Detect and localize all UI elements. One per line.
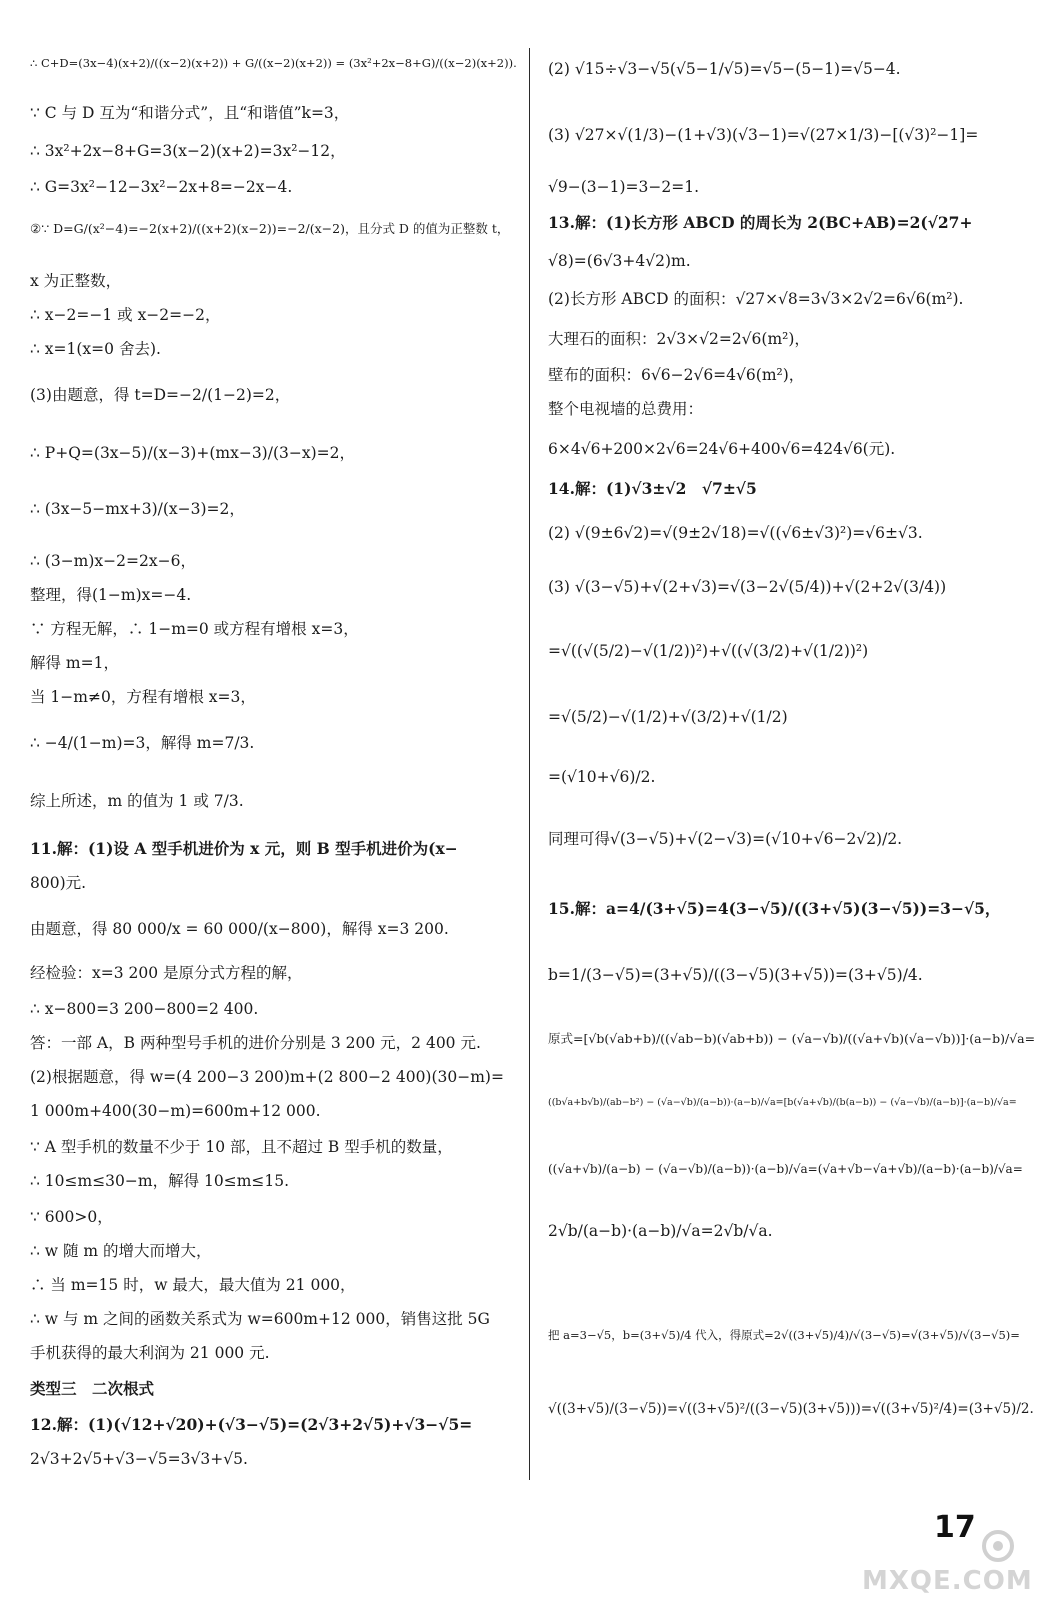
text-line: 13.解：(1)长方形 ABCD 的周长为 2(BC+AB)=2(√27+ bbox=[548, 213, 973, 232]
text-line: ∴ x=1(x=0 舍去). bbox=[30, 340, 161, 358]
text-line: ∴ x−2=−1 或 x−2=−2， bbox=[30, 306, 221, 324]
watermark-logo-icon bbox=[848, 1522, 1038, 1570]
text-line: (3)由题意，得 t=D=−2/(1−2)=2， bbox=[30, 386, 291, 404]
text-line: (2)长方形 ABCD 的面积：√27×√8=3√3×2√2=6√6(m²). bbox=[548, 290, 964, 308]
text-line: 大理石的面积：2√3×√2=2√6(m²)， bbox=[548, 330, 810, 348]
page-number: 17 bbox=[934, 1510, 976, 1545]
text-line: 15.解：a=4/(3+√5)=4(3−√5)/((3+√5)(3−√5))=3−√5， bbox=[548, 899, 1001, 918]
text-line: (2)根据题意，得 w=(4 200−3 200)m+(2 800−2 400)(30−m)= bbox=[30, 1068, 504, 1086]
text-line: 整理，得(1−m)x=−4. bbox=[30, 586, 192, 604]
text-line: ∵ C 与 D 互为“和谐分式”，且“和谐值”k=3， bbox=[30, 104, 350, 122]
text-line: ∴ w 随 m 的增大而增大， bbox=[30, 1242, 212, 1260]
text-line: √8)=(6√3+4√2)m. bbox=[548, 252, 691, 270]
text-line: 由题意，得 80 000/x = 60 000/(x−800)，解得 x=3 200. bbox=[30, 920, 449, 938]
text-line: 经检验：x=3 200 是原分式方程的解， bbox=[30, 964, 303, 982]
text-line: ∴ (3−m)x−2=2x−6， bbox=[30, 552, 196, 570]
text-line: ∴ G=3x²−12−3x²−2x+8=−2x−4. bbox=[30, 178, 293, 196]
text-line: (2) √15÷√3−√5(√5−1/√5)=√5−(5−1)=√5−4. bbox=[548, 60, 901, 78]
text-line: 12.解：(1)(√12+√20)+(√3−√5)=(2√3+2√5)+√3−√5= bbox=[30, 1415, 473, 1434]
text-line: 综上所述，m 的值为 1 或 7/3. bbox=[30, 792, 244, 810]
text-line: ∴ −4/(1−m)=3，解得 m=7/3. bbox=[30, 734, 255, 752]
text-line: 6×4√6+200×2√6=24√6+400√6=424√6(元). bbox=[548, 440, 896, 458]
text-line: 壁布的面积：6√6−2√6=4√6(m²)， bbox=[548, 366, 805, 384]
text-line: ∵ A 型手机的数量不少于 10 部，且不超过 B 型手机的数量， bbox=[30, 1138, 453, 1156]
column-divider bbox=[529, 48, 530, 1480]
text-line: 800)元. bbox=[30, 874, 87, 892]
watermark-text: MXQE.COM bbox=[862, 1566, 1033, 1596]
text-line: ∴ (3x−5−mx+3)/(x−3)=2， bbox=[30, 500, 245, 518]
text-line: ∴ P+Q=(3x−5)/(x−3)+(mx−3)/(3−x)=2， bbox=[30, 444, 355, 462]
text-line: 同理可得√(3−√5)+√(2−√3)=(√10+√6−2√2)/2. bbox=[548, 830, 903, 848]
text-line: 把 a=3−√5，b=(3+√5)/4 代入，得原式=2√((3+√5)/4)/√(3−√5)=√(3+√5)/√(3−√5)= bbox=[548, 1328, 1020, 1342]
text-line: x 为正整数， bbox=[30, 272, 122, 290]
text-line: ∴ w 与 m 之间的函数关系式为 w=600m+12 000，销售这批 5G bbox=[30, 1310, 490, 1328]
text-line: 2√b/(a−b)·(a−b)/√a=2√b/√a. bbox=[548, 1222, 773, 1240]
text-line: b=1/(3−√5)=(3+√5)/((3−√5)(3+√5))=(3+√5)/4. bbox=[548, 966, 923, 984]
text-line: ∵ 600>0， bbox=[30, 1208, 113, 1226]
text-line: 2√3+2√5+√3−√5=3√3+√5. bbox=[30, 1450, 248, 1468]
text-line: 当 1−m≠0，方程有增根 x=3， bbox=[30, 688, 256, 706]
text-line: 答：一部 A，B 两种型号手机的进价分别是 3 200 元，2 400 元. bbox=[30, 1034, 481, 1052]
text-line: ∴ C+D=(3x−4)(x+2)/((x−2)(x+2)) + G/((x−2)(x+2)) = (3x²+2x−8+G)/((x−2)(x+2)). bbox=[30, 56, 517, 70]
text-line: (2) √(9±6√2)=√(9±2√18)=√((√6±√3)²)=√6±√3. bbox=[548, 524, 923, 542]
watermark bbox=[848, 1522, 1038, 1594]
text-line: =√(5/2)−√(1/2)+√(3/2)+√(1/2) bbox=[548, 708, 788, 726]
text-line: 11.解：(1)设 A 型手机进价为 x 元，则 B 型手机进价为(x− bbox=[30, 839, 458, 858]
text-line: √((3+√5)/(3−√5))=√((3+√5)²/((3−√5)(3+√5)))=√((3+√5)²/4)=(3+√5)/2. bbox=[548, 1401, 1034, 1417]
text-line: (3) √27×√(1/3)−(1+√3)(√3−1)=√(27×1/3)−[(√3)²−1]= bbox=[548, 126, 979, 144]
text-line: ∴ x−800=3 200−800=2 400. bbox=[30, 1000, 259, 1018]
text-line: ∵ 方程无解，∴ 1−m=0 或方程有增根 x=3， bbox=[30, 620, 359, 638]
text-line: ∴ 当 m=15 时，w 最大，最大值为 21 000， bbox=[30, 1276, 356, 1294]
text-line: 手机获得的最大利润为 21 000 元. bbox=[30, 1344, 270, 1362]
text-line: 1 000m+400(30−m)=600m+12 000. bbox=[30, 1102, 321, 1120]
text-line: ②∵ D=G/(x²−4)=−2(x+2)/((x+2)(x−2))=−2/(x−2)，且分式 D 的值为正整数 t， bbox=[30, 221, 510, 236]
text-line: 类型三 二次根式 bbox=[30, 1380, 155, 1398]
text-line: 14.解：(1)√3±√2 √7±√5 bbox=[548, 479, 757, 498]
text-line: =(√10+√6)/2. bbox=[548, 768, 656, 786]
text-line: ((√a+√b)/(a−b) − (√a−√b)/(a−b))·(a−b)/√a=(√a+√b−√a+√b)/(a−b)·(a−b)/√a= bbox=[548, 1162, 1023, 1176]
text-line: 解得 m=1， bbox=[30, 654, 119, 672]
text-line: ∴ 10≤m≤30−m，解得 10≤m≤15. bbox=[30, 1172, 290, 1190]
text-line: 原式=[√b(√ab+b)/((√ab−b)(√ab+b)) − (√a−√b)/((√a+√b)(√a−√b))]·(a−b)/√a= bbox=[548, 1031, 1036, 1046]
text-line: 整个电视墙的总费用： bbox=[548, 400, 704, 418]
text-line: (3) √(3−√5)+√(2+√3)=√(3−2√(5/4))+√(2+2√(3/4)) bbox=[548, 578, 947, 596]
text-line: √9−(3−1)=3−2=1. bbox=[548, 178, 700, 196]
text-line: ((b√a+b√b)/(ab−b²) − (√a−√b)/(a−b))·(a−b)/√a=[b(√a+√b)/(b(a−b)) − (√a−√b)/(a−b)]·(a−b)/√a= bbox=[548, 1097, 1017, 1108]
text-line: =√((√(5/2)−√(1/2))²)+√((√(3/2)+√(1/2))²) bbox=[548, 642, 869, 660]
text-line: ∴ 3x²+2x−8+G=3(x−2)(x+2)=3x²−12， bbox=[30, 142, 346, 160]
